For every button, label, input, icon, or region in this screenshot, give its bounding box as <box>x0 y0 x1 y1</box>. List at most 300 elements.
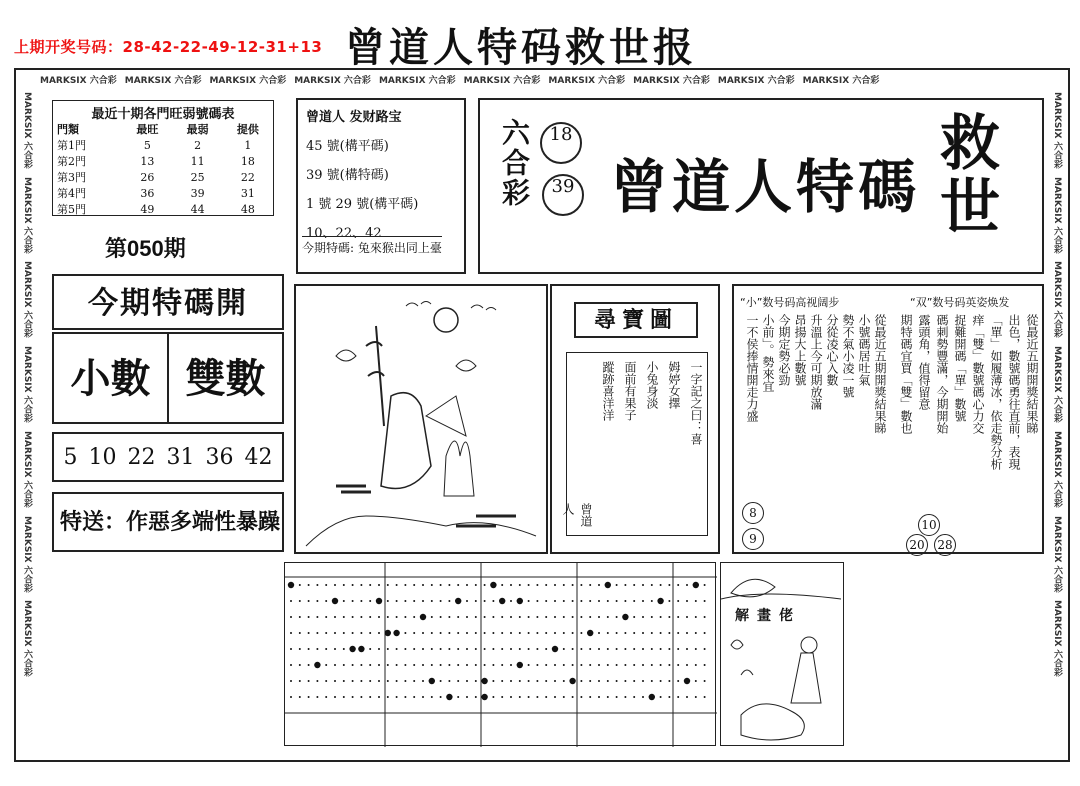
grid-dot <box>519 648 521 650</box>
grid-dot <box>440 680 442 682</box>
grid-dot <box>352 680 354 682</box>
brand-strip-text: MARKSIX 六合彩 <box>548 76 626 86</box>
analysis-text: 從最近五期開獎結果睇 <box>873 314 887 434</box>
grid-dot <box>475 696 477 698</box>
grid-dot <box>580 696 582 698</box>
grid-dot <box>404 680 406 682</box>
grid-dot <box>290 648 292 650</box>
grid-dot <box>536 680 538 682</box>
grid-dot <box>343 632 345 634</box>
grid-dot <box>325 616 327 618</box>
grid-dot <box>396 600 398 602</box>
table-cell: 11 <box>190 155 205 168</box>
table-cell: 5 <box>143 139 151 152</box>
grid-dot <box>431 664 433 666</box>
grid-dot <box>466 584 468 586</box>
grid-dot <box>563 680 565 682</box>
grid-dot <box>510 696 512 698</box>
grid-dot <box>598 600 600 602</box>
grid-dot <box>695 664 697 666</box>
grid-dot <box>378 680 380 682</box>
grid-dot <box>308 664 310 666</box>
today-special: 今期特碼: 兔來猴出同上臺 <box>302 236 442 256</box>
brand-strip-text: MARKSIX 六合彩 <box>1052 515 1062 593</box>
grid-dot <box>457 584 459 586</box>
issue-period: 第050期 <box>105 236 186 261</box>
grid-dot <box>343 696 345 698</box>
grid-dot <box>387 584 389 586</box>
grid-dot <box>413 648 415 650</box>
grid-dot <box>545 584 547 586</box>
grid-dot <box>343 648 345 650</box>
grid-dot <box>580 600 582 602</box>
grid-dot <box>325 696 327 698</box>
grid-dot <box>484 632 486 634</box>
grid-dot <box>422 648 424 650</box>
grid-dot <box>396 648 398 650</box>
table-cell: 2 <box>194 139 202 152</box>
grid-dot <box>677 648 679 650</box>
grid-dot <box>677 664 679 666</box>
grid-dot <box>299 600 301 602</box>
grid-dot <box>440 632 442 634</box>
grid-dot <box>607 696 609 698</box>
grid-dot <box>422 696 424 698</box>
grid-dot <box>607 664 609 666</box>
grid-dot <box>607 616 609 618</box>
grid-dot <box>519 632 521 634</box>
grid-dot <box>633 648 635 650</box>
grid-dot <box>536 600 538 602</box>
grid-dot <box>519 584 521 586</box>
grid-dot <box>642 696 644 698</box>
grid-dot <box>299 680 301 682</box>
grid-dot <box>343 664 345 666</box>
grid-dot <box>519 616 521 618</box>
grid-dot <box>413 680 415 682</box>
number-ball: 18 <box>540 122 582 164</box>
grid-dot <box>668 632 670 634</box>
grid-dot <box>642 664 644 666</box>
grid-dot <box>554 696 556 698</box>
grid-dot <box>536 696 538 698</box>
grid-dot <box>589 648 591 650</box>
grid-dot <box>413 600 415 602</box>
illustration-panel <box>294 284 548 554</box>
grid-dot <box>528 600 530 602</box>
grid-dot <box>501 664 503 666</box>
grid-dot <box>642 600 644 602</box>
table-title: 最近十期各門旺弱號碼表 <box>91 107 235 122</box>
table-cell: 18 <box>240 155 255 168</box>
grid-dot <box>484 600 486 602</box>
brand-strip-text: MARKSIX 六合彩 <box>22 261 32 339</box>
grid-dot <box>545 616 547 618</box>
grid-dot <box>431 696 433 698</box>
elder-illustration <box>721 625 843 745</box>
blessing-line: 45 號(構平碼) <box>306 139 389 154</box>
grid-dot <box>334 584 336 586</box>
grid-dot <box>308 680 310 682</box>
grid-dot <box>299 648 301 650</box>
grid-dot <box>352 696 354 698</box>
grid-dot <box>431 600 433 602</box>
grid-mark <box>446 694 452 700</box>
grid-dot <box>378 632 380 634</box>
grid-dot <box>334 616 336 618</box>
number-circle: 10 <box>918 514 940 536</box>
grid-dot <box>695 616 697 618</box>
scholar-rabbit-illustration <box>296 286 546 552</box>
number-ball: 39 <box>542 174 584 216</box>
brand-strip-left <box>20 92 34 742</box>
grid-mark <box>490 582 496 588</box>
grid-dot <box>598 680 600 682</box>
number-circle: 20 <box>906 534 928 556</box>
grid-dot <box>510 584 512 586</box>
grid-dot <box>475 616 477 618</box>
grid-dot <box>466 680 468 682</box>
grid-dot <box>360 600 362 602</box>
grid-dot <box>677 600 679 602</box>
grid-dot <box>660 616 662 618</box>
scroll-text: 蹤跡喜洋洋 <box>601 361 615 421</box>
grid-mark <box>499 598 505 604</box>
scroll-text: 曾道人 <box>561 503 593 527</box>
brand-strip-text: MARKSIX 六合彩 <box>1052 176 1062 254</box>
grid-mark <box>552 646 558 652</box>
analysis-heading-small: “小”数号码高视阔步 <box>740 296 840 309</box>
grid-dot <box>308 584 310 586</box>
grid-dot <box>308 600 310 602</box>
table-header: 最旺 <box>136 123 159 136</box>
grid-dot <box>396 696 398 698</box>
table-cell: 第5門 <box>57 203 86 216</box>
grid-dot <box>563 600 565 602</box>
grid-dot <box>484 648 486 650</box>
grid-dot <box>501 616 503 618</box>
grid-dot <box>334 648 336 650</box>
grid-dot <box>624 696 626 698</box>
grid-mark <box>314 662 320 668</box>
grid-dot <box>484 616 486 618</box>
brand-strip-text: MARKSIX 六合彩 <box>1052 92 1062 169</box>
blessing-line: 1 號 29 號(構平碼) <box>306 197 419 212</box>
logo-title: 曾道人特碼 <box>610 153 921 221</box>
grid-dot <box>325 664 327 666</box>
grid-dot <box>607 680 609 682</box>
grid-dot <box>686 696 688 698</box>
grid-dot <box>545 696 547 698</box>
grid-mark <box>393 630 399 636</box>
grid-dot <box>633 696 635 698</box>
grid-dot <box>343 680 345 682</box>
grid-dot <box>369 600 371 602</box>
grid-dot <box>651 680 653 682</box>
table-cell: 48 <box>240 203 255 216</box>
treasure-map-title: 尋寶圖 <box>574 302 698 338</box>
grid-dot <box>466 600 468 602</box>
grid-dot <box>466 696 468 698</box>
grid-dot <box>633 664 635 666</box>
table-row <box>53 186 273 202</box>
grid-mark <box>481 694 487 700</box>
grid-dot <box>475 600 477 602</box>
grid-mark <box>569 678 575 684</box>
brand-strip-text: MARKSIX 六合彩 <box>22 92 32 169</box>
brand-strip-text: MARKSIX 六合彩 <box>22 430 32 508</box>
grid-dot <box>528 680 530 682</box>
treasure-scroll <box>561 352 708 536</box>
grid-dot <box>554 680 556 682</box>
door-strength-table <box>52 100 274 216</box>
grid-dot <box>466 648 468 650</box>
grid-dot <box>501 648 503 650</box>
grid-dot <box>422 664 424 666</box>
analysis-text: 分從凌心入數 <box>825 314 839 386</box>
grid-dot <box>343 600 345 602</box>
grid-mark <box>385 630 391 636</box>
grid-dot <box>668 664 670 666</box>
grid-dot <box>686 664 688 666</box>
results-dot-grid <box>284 562 716 746</box>
number-list <box>52 432 284 482</box>
grid-dot <box>352 664 354 666</box>
grid-dot <box>387 648 389 650</box>
grid-dot <box>660 584 662 586</box>
grid-dot <box>404 648 406 650</box>
grid-dot <box>572 616 574 618</box>
table-cell: 1 <box>244 139 252 152</box>
grid-dot <box>589 696 591 698</box>
grid-dot <box>308 696 310 698</box>
brand-strip-text: MARKSIX 六合彩 <box>40 76 117 86</box>
grid-dot <box>431 648 433 650</box>
grid-dot <box>572 600 574 602</box>
analysis-text: 一不侯捧情開走力盛 <box>745 314 759 422</box>
grid-dot <box>290 680 292 682</box>
grid-dot <box>475 584 477 586</box>
brand-strip-text: MARKSIX 六合彩 <box>124 76 202 86</box>
grid-dot <box>352 600 354 602</box>
grid-dot <box>492 696 494 698</box>
grid-dot <box>290 600 292 602</box>
grid-dot <box>660 664 662 666</box>
grid-dot <box>624 632 626 634</box>
grid-dot <box>413 616 415 618</box>
grid-dot <box>642 616 644 618</box>
grid-dot <box>510 600 512 602</box>
grid-dot <box>651 648 653 650</box>
grid-dot <box>580 664 582 666</box>
grid-dot <box>510 680 512 682</box>
grid-dot <box>704 680 706 682</box>
grid-dot <box>589 584 591 586</box>
brand-strip-text: MARKSIX 六合彩 <box>209 76 287 86</box>
grid-dot <box>299 632 301 634</box>
grid-dot <box>404 600 406 602</box>
grid-dot <box>695 648 697 650</box>
grid-dot <box>387 616 389 618</box>
grid-dot <box>668 616 670 618</box>
table-header: 門類 <box>57 123 79 136</box>
grid-dot <box>598 632 600 634</box>
grid-dot <box>396 680 398 682</box>
grid-dot <box>651 664 653 666</box>
grid-dot <box>440 584 442 586</box>
grid-dot <box>668 696 670 698</box>
brand-strip-text: MARKSIX 六合彩 <box>1052 261 1062 339</box>
grid-dot <box>651 584 653 586</box>
grid-dot <box>457 648 459 650</box>
number-circle: 28 <box>934 534 956 556</box>
grid-dot <box>686 600 688 602</box>
grid-dot <box>668 648 670 650</box>
even-number-label: 雙數 <box>185 355 266 402</box>
grid-dot <box>677 616 679 618</box>
grid-dot <box>510 664 512 666</box>
table-row <box>53 170 273 186</box>
grid-dot <box>545 680 547 682</box>
analysis-text: 捉難開碼「單」數號 <box>953 314 967 422</box>
table-cell: 22 <box>240 171 255 184</box>
grid-dot <box>704 616 706 618</box>
grid-dot <box>299 584 301 586</box>
brand-strip-text: MARKSIX 六合彩 <box>717 76 795 86</box>
grid-dot <box>633 600 635 602</box>
grid-dot <box>334 664 336 666</box>
grid-dot <box>510 648 512 650</box>
grid-dot <box>308 616 310 618</box>
grid-dot <box>589 664 591 666</box>
grid-dot <box>545 664 547 666</box>
grid-dot <box>290 632 292 634</box>
grid-mark <box>684 678 690 684</box>
table-cell: 36 <box>140 187 155 200</box>
grid-dot <box>360 680 362 682</box>
grid-dot <box>607 600 609 602</box>
table-header: 最弱 <box>186 123 209 136</box>
grid-dot <box>580 648 582 650</box>
grid-dot <box>325 648 327 650</box>
grid-dot <box>580 632 582 634</box>
analysis-text: 從最近五期開獎結果睇 <box>1025 314 1039 434</box>
grid-dot <box>448 664 450 666</box>
grid-dot <box>492 600 494 602</box>
grid-dot <box>440 696 442 698</box>
grid-dot <box>448 680 450 682</box>
grid-dot <box>616 680 618 682</box>
grid-dot <box>677 632 679 634</box>
grid-dot <box>580 584 582 586</box>
grid-dot <box>580 680 582 682</box>
grid-dot <box>572 664 574 666</box>
grid-dot <box>660 648 662 650</box>
grid-dot <box>545 632 547 634</box>
brand-strip-text: MARKSIX 六合彩 <box>1052 430 1062 508</box>
grid-dot <box>396 616 398 618</box>
grid-dot <box>651 600 653 602</box>
grid-dot <box>396 584 398 586</box>
grid-dot <box>704 696 706 698</box>
small-number-label: 小數 <box>54 334 169 422</box>
grid-mark <box>349 646 355 652</box>
logo-label: 六合彩 <box>498 118 531 208</box>
grid-dot <box>704 584 706 586</box>
grid-dot <box>325 680 327 682</box>
brand-strip-text: MARKSIX 六合彩 <box>463 76 541 86</box>
number-item: 36 <box>205 444 234 470</box>
grid-dot <box>563 584 565 586</box>
grid-dot <box>325 600 327 602</box>
grid-dot <box>536 664 538 666</box>
grid-mark <box>288 582 294 588</box>
grid-dot <box>660 680 662 682</box>
blessing-title: 曾道人 发财路宝 <box>306 110 402 125</box>
table-header-row <box>53 122 273 138</box>
table-cell: 25 <box>190 171 205 184</box>
grid-dot <box>387 680 389 682</box>
grid-dot <box>616 664 618 666</box>
table-cell: 44 <box>190 203 205 216</box>
grid-dot <box>378 648 380 650</box>
grid-dot <box>624 680 626 682</box>
grid-dot <box>360 584 362 586</box>
grid-dot <box>642 632 644 634</box>
grid-dot <box>334 696 336 698</box>
grid-dot <box>677 696 679 698</box>
brand-strip-right <box>1048 92 1064 742</box>
grid-dot <box>308 648 310 650</box>
grid-dot <box>686 648 688 650</box>
grid-dot <box>334 632 336 634</box>
grid-dot <box>466 664 468 666</box>
blessing-box <box>296 98 466 274</box>
grid-dot <box>475 680 477 682</box>
grid-dot <box>554 584 556 586</box>
grid-dot <box>607 632 609 634</box>
grid-dot <box>686 584 688 586</box>
brand-strip-text: MARKSIX 六合彩 <box>22 515 32 593</box>
grid-dot <box>554 632 556 634</box>
grid-dot <box>686 616 688 618</box>
grid-dot <box>624 584 626 586</box>
grid-mark <box>587 630 593 636</box>
grid-dot <box>616 648 618 650</box>
grid-dot <box>580 616 582 618</box>
grid-dot <box>448 648 450 650</box>
grid-dot <box>651 616 653 618</box>
grid-dot <box>624 600 626 602</box>
grid-dot <box>563 616 565 618</box>
grid-dot <box>589 600 591 602</box>
grid-mark <box>605 582 611 588</box>
grid-dot <box>695 600 697 602</box>
grid-dot <box>572 584 574 586</box>
brand-strip-text: MARKSIX 六合彩 <box>1052 600 1062 678</box>
grid-dot <box>413 632 415 634</box>
scroll-text: 面前有果子 <box>623 361 637 421</box>
grid-dot <box>607 648 609 650</box>
grid-dot <box>528 616 530 618</box>
grid-dot <box>642 680 644 682</box>
grid-dot <box>369 632 371 634</box>
analysis-text: 升溫上今可期放滿 <box>809 314 823 410</box>
grid-dot <box>387 696 389 698</box>
grid-dot <box>633 632 635 634</box>
grid-dot <box>510 632 512 634</box>
grid-dot <box>501 680 503 682</box>
